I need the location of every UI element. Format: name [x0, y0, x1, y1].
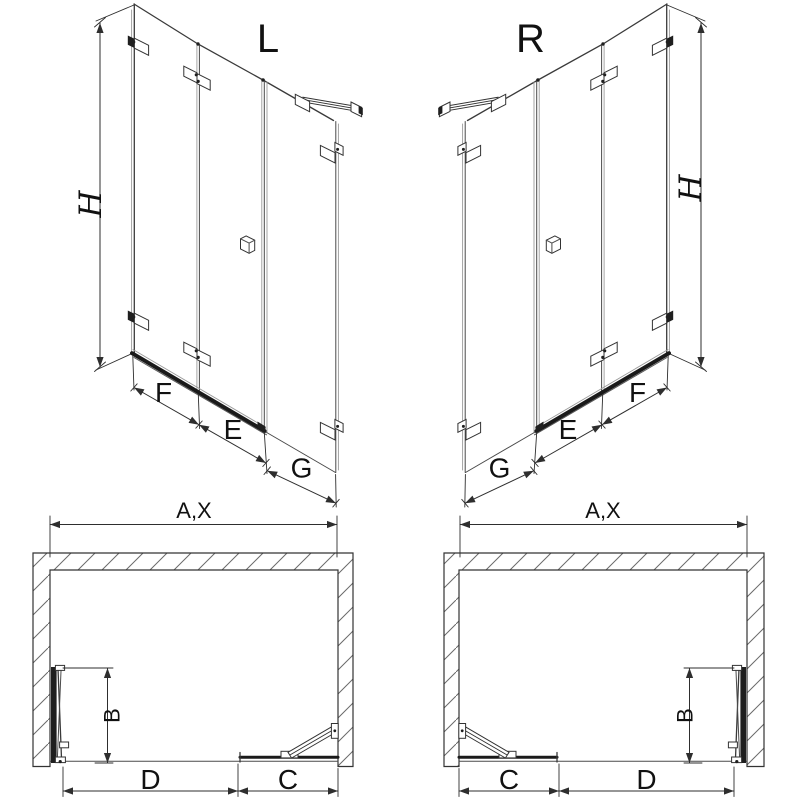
dim-label-f-left: F	[154, 377, 173, 408]
walls-hatched-right	[444, 553, 764, 767]
perspective-view-right	[438, 4, 709, 507]
plan-view-left	[33, 498, 353, 797]
dim-label-width-left: A,X	[176, 498, 212, 523]
dim-label-c-right: C	[498, 764, 520, 795]
perspective-view-left	[73, 4, 363, 507]
walls-hatched-left	[33, 553, 353, 767]
dim-label-e-left: E	[223, 414, 243, 445]
dim-label-height-right: H	[673, 174, 709, 202]
variant-label-right: R	[516, 17, 545, 61]
dim-label-b-right: B	[672, 708, 698, 723]
dim-label-b-left: B	[99, 708, 125, 723]
dim-label-height-left: H	[73, 190, 109, 218]
dim-label-g-right: G	[488, 452, 511, 484]
variant-label-left: L	[256, 17, 280, 61]
dim-label-e-right: E	[558, 414, 578, 445]
dim-label-d-right: D	[636, 764, 657, 795]
plan-view-right	[444, 498, 764, 797]
dim-label-width-right: A,X	[585, 498, 621, 523]
dim-label-c-left: C	[277, 764, 299, 795]
dim-label-d-left: D	[140, 764, 161, 795]
dim-label-f-right: F	[628, 377, 647, 408]
dim-label-g-left: G	[290, 452, 313, 484]
